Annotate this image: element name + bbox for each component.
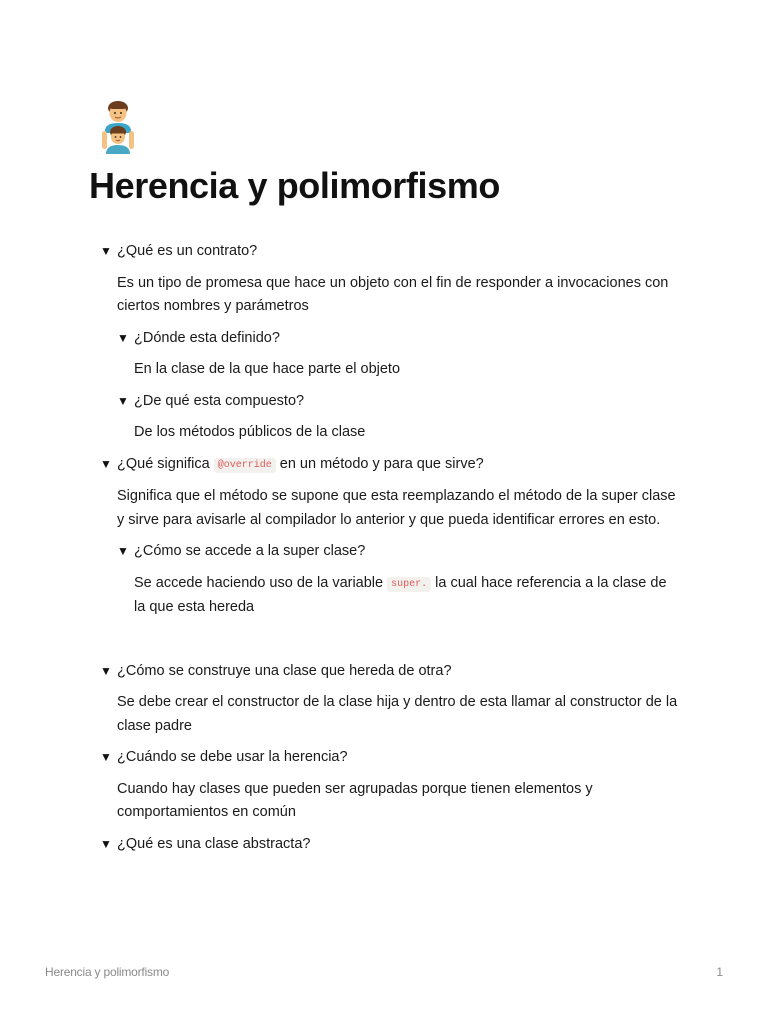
answer-text-after: la cual hace referencia a la clase de la que esta hereda bbox=[134, 574, 667, 615]
toggle-body bbox=[100, 778, 680, 825]
toggle-summary[interactable] bbox=[100, 746, 680, 770]
inline-code: @override bbox=[214, 458, 276, 473]
toggle-list bbox=[100, 240, 680, 864]
toggle-acceder-super bbox=[117, 540, 680, 620]
toggle-summary[interactable] bbox=[100, 833, 680, 857]
toggle-override bbox=[100, 453, 680, 620]
toggle-body bbox=[117, 572, 680, 620]
answer-text: Es un tipo de promesa que hace un objeto con el fin de responder a invocaciones con ciertos nombres y parámetros bbox=[117, 274, 669, 314]
spacer bbox=[100, 628, 680, 660]
answer-text: De los métodos públicos de la clase bbox=[134, 424, 366, 440]
toggle-body bbox=[100, 272, 680, 445]
toggle-compuesto bbox=[117, 390, 680, 445]
toggle-cuando-herencia bbox=[100, 746, 680, 825]
answer-text: Significa que el método se supone que esta reemplazando el método de la super clase y sirve para avisarle al compilador lo anterior y que pueda identificar errores en esto. bbox=[117, 488, 676, 528]
toggle-triangle-icon[interactable]: ▼ bbox=[117, 544, 129, 558]
toggle-triangle-icon[interactable]: ▼ bbox=[100, 663, 112, 678]
toggle-triangle-icon[interactable]: ▼ bbox=[100, 750, 112, 764]
toggle-body bbox=[100, 485, 680, 620]
footer-doc-title: Herencia y polimorfismo bbox=[45, 965, 170, 979]
toggle-summary[interactable] bbox=[117, 327, 680, 351]
toggle-question: ¿Qué es una clase abstracta? bbox=[117, 835, 311, 852]
toggle-body bbox=[117, 421, 680, 445]
man-and-boy-emoji-icon bbox=[100, 99, 136, 155]
question-text-after: en un método y para que sirve? bbox=[279, 455, 484, 472]
toggle-triangle-icon[interactable]: ▼ bbox=[100, 836, 112, 851]
toggle-contrato bbox=[100, 240, 680, 445]
toggle-question: ¿Cómo se construye una clase que hereda de otra? bbox=[117, 662, 452, 679]
toggle-summary[interactable] bbox=[100, 453, 680, 478]
page-title: Herencia y polimorfismo bbox=[89, 165, 500, 206]
toggle-question: ¿Dónde esta definido? bbox=[134, 329, 280, 346]
answer-text bbox=[134, 572, 680, 620]
toggle-question: ¿Cuándo se debe usar la herencia? bbox=[117, 749, 348, 765]
footer-page-number: 1 bbox=[716, 965, 723, 979]
toggle-donde-definido bbox=[117, 327, 680, 382]
toggle-triangle-icon[interactable]: ▼ bbox=[100, 244, 112, 258]
toggle-question: ¿Qué es un contrato? bbox=[117, 243, 258, 259]
answer-text: En la clase de la que hace parte el objeto bbox=[134, 361, 401, 377]
toggle-triangle-icon[interactable]: ▼ bbox=[117, 330, 129, 345]
toggle-summary[interactable] bbox=[100, 240, 680, 264]
toggle-body bbox=[100, 691, 680, 738]
answer-text: Se debe crear el constructor de la clase hija y dentro de esta llamar al constructor de la clase padre bbox=[117, 694, 678, 734]
toggle-question: ¿Cómo se accede a la super clase? bbox=[134, 543, 366, 559]
toggle-triangle-icon[interactable]: ▼ bbox=[117, 393, 129, 408]
toggle-clase-abstracta bbox=[100, 833, 680, 857]
toggle-triangle-icon[interactable]: ▼ bbox=[100, 456, 112, 471]
toggle-summary[interactable] bbox=[117, 390, 680, 414]
inline-code: super. bbox=[387, 577, 431, 592]
toggle-question bbox=[117, 453, 484, 478]
toggle-summary[interactable] bbox=[100, 660, 680, 684]
answer-text: Cuando hay clases que pueden ser agrupadas porque tienen elementos y comportamientos en común bbox=[117, 780, 593, 820]
toggle-construye bbox=[100, 660, 680, 739]
question-text-before: ¿Qué significa bbox=[117, 455, 210, 472]
toggle-body bbox=[117, 358, 680, 382]
toggle-question: ¿De qué esta compuesto? bbox=[134, 392, 305, 409]
toggle-summary[interactable] bbox=[117, 540, 680, 564]
answer-text-before: Se accede haciendo uso de la variable bbox=[134, 574, 384, 591]
